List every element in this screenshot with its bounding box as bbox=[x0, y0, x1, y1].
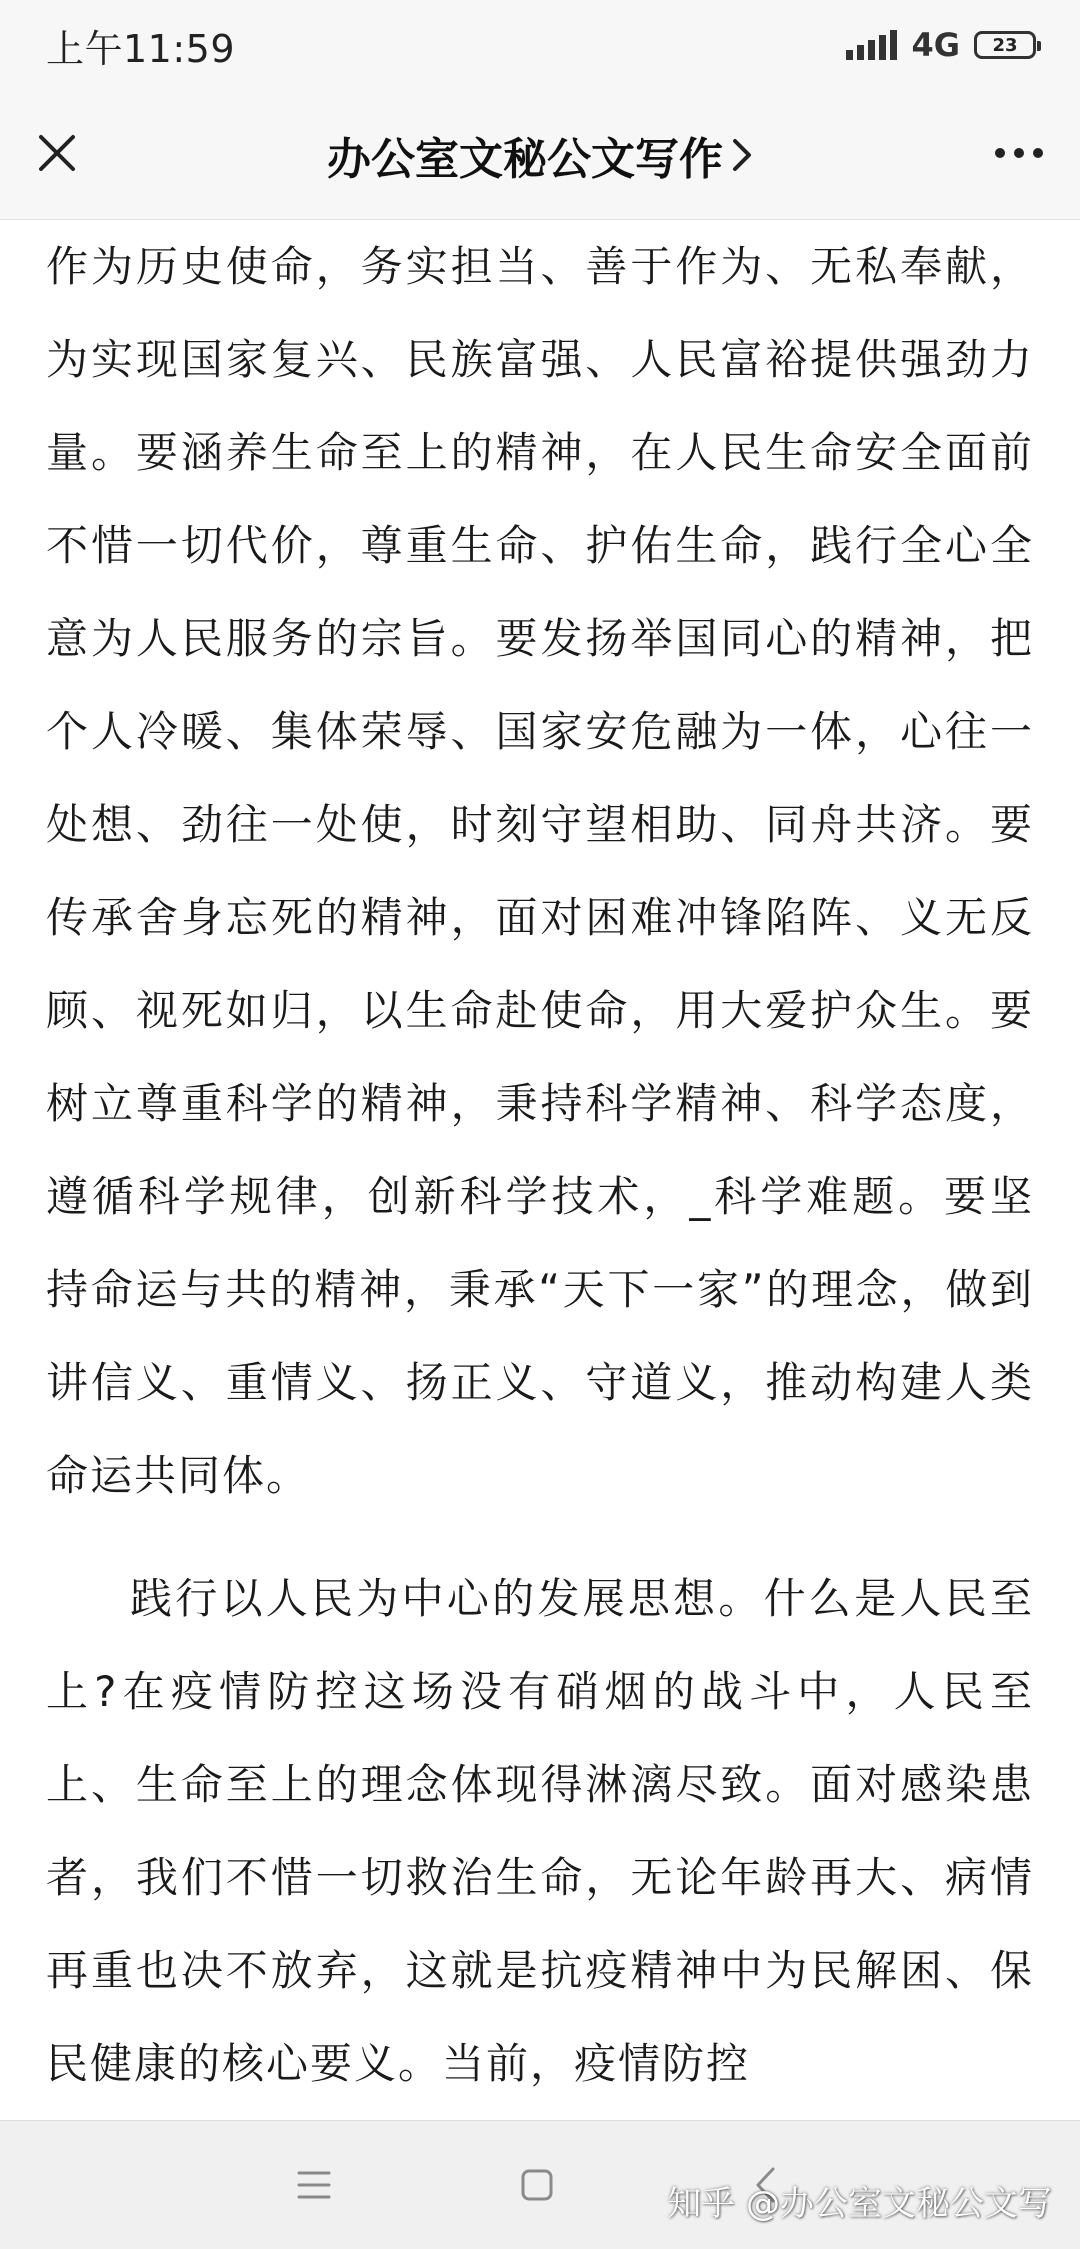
home-square-icon bbox=[520, 2168, 554, 2202]
article-paragraph: 践行以人民为中心的发展思想。什么是人民至上?在疫情防控这场没有硝烟的战斗中，人民至上、生命至上的理念体现得淋漓尽致。面对感染患者，我们不惜一切救治生命，无论年龄再大、病情再重也决不放弃，这就是抗疫精神中为民解困、保民健康的核心要义。当前，疫情防控 bbox=[46, 1574, 1034, 2088]
signal-icon bbox=[846, 30, 897, 60]
watermark: 知乎 @办公室文秘公文写 bbox=[667, 2184, 1052, 2224]
network-type-label: 4G bbox=[911, 26, 960, 64]
menu-button[interactable] bbox=[284, 2155, 344, 2215]
battery-level: 23 bbox=[992, 34, 1018, 56]
more-icon bbox=[995, 148, 1005, 158]
more-button[interactable] bbox=[984, 118, 1054, 188]
more-icon bbox=[1014, 148, 1024, 158]
status-bar bbox=[0, 0, 1080, 90]
page-title: 办公室文秘公文写作 bbox=[327, 134, 723, 185]
menu-icon bbox=[296, 2169, 332, 2201]
home-button[interactable] bbox=[507, 2155, 567, 2215]
battery-icon bbox=[974, 31, 1036, 59]
account-title-link[interactable] bbox=[200, 90, 880, 220]
close-icon bbox=[35, 131, 79, 175]
close-button[interactable] bbox=[22, 118, 92, 188]
chevron-right-icon bbox=[731, 137, 753, 173]
article-paragraph: 作为历史使命，务实担当、善于作为、无私奉献，为实现国家复兴、民族富强、人民富裕提供强劲力量。要涵养生命至上的精神，在人民生命安全面前不惜一切代价，尊重生命、护佑生命，践行全心全意为人民服务的宗旨。要发扬举国同心的精神，把个人冷暖、集体荣辱、国家安危融为一体，心往一处想、劲往一处使，时刻守望相助、同舟共济。要传承舍身忘死的精神，面对困难冲锋陷阵、义无反顾、视死如归，以生命赴使命，用大爱护众生。要树立尊重科学的精神，秉持科学精神、科学态度，遵循科学规律，创新科学技术，_科学难题。要坚持命运与共的精神，秉承“天下一家”的理念，做到讲信义、重情义、扬正义、守道义，推动构建人类命运共同体。 bbox=[46, 242, 1034, 1500]
article-body bbox=[46, 220, 1034, 2120]
more-icon bbox=[1033, 148, 1043, 158]
status-time: 上午11:59 bbox=[46, 26, 236, 71]
status-indicators bbox=[846, 26, 1036, 64]
nav-bar bbox=[0, 90, 1080, 220]
